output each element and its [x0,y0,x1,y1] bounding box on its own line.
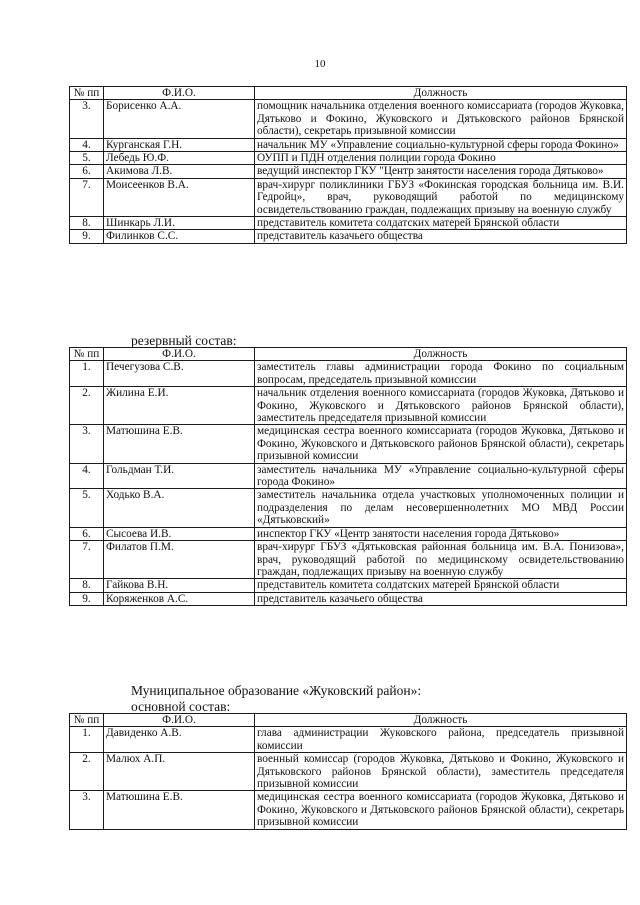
reserve-caption: резервный состав: [131,333,237,348]
row-number: 3. [70,425,104,463]
table-row [70,138,627,151]
member-position: представитель казачьего общества [255,230,627,243]
table-row [70,727,627,753]
member-name: Ходько В.А. [104,489,255,527]
row-number: 3. [70,791,104,829]
page-number: 10 [314,58,326,70]
row-number: 2. [70,387,104,425]
header-number: № пп [70,348,104,361]
header-full-name: Ф.И.О. [104,87,255,100]
table-header-row [70,348,627,361]
table-row [70,100,627,138]
member-name: Жилина Е.И. [104,387,255,425]
table-row [70,425,627,463]
row-number: 5. [70,152,104,165]
row-number: 9. [70,230,104,243]
row-number: 2. [70,753,104,791]
member-name: Акимова Л.В. [104,165,255,178]
row-number: 3. [70,100,104,138]
member-position: медицинская сестра военного комиссариата (городов Жуковка, Дятьково и Фокино, Жуковского и Дятьковского районов Брянской области), секретарь призывной комиссии [255,425,627,463]
table-row [70,579,627,592]
member-name: Шинкарь Л.И. [104,217,255,230]
zhukovsky-caption: основной состав: [131,699,231,714]
member-name: Матюшина Е.В. [104,425,255,463]
table-row [70,361,627,387]
row-number: 1. [70,727,104,753]
member-name: Филинков С.С. [104,230,255,243]
table-row [70,217,627,230]
table-row [70,489,627,527]
header-number: № пп [70,87,104,100]
member-position: медицинская сестра военного комиссариата (городов Жуковка, Дятьково и Фокино, Жуковского и Дятьковского районов Брянской области), секретарь призывной комиссии [255,791,627,829]
member-position: инспектор ГКУ «Центр занятости населения города Дятьково» [255,527,627,540]
member-position: представитель комитета солдатских матерей Брянской области [255,579,627,592]
row-number: 6. [70,527,104,540]
table-row [70,463,627,489]
table-row [70,387,627,425]
table-row [70,230,627,243]
member-name: Коряженков А.С. [104,592,255,605]
member-name: Матюшина Е.В. [104,791,255,829]
member-position: врач-хирург поликлиники ГБУЗ «Фокинская городская больница им. В.И. Гедройц», врач, руководящий работой по медицинскому освидетельствованию граждан, подлежащих призыву на военную службу [255,178,627,216]
row-number: 1. [70,361,104,387]
member-name: Малюх А.П. [104,753,255,791]
row-number: 8. [70,217,104,230]
table-header-row [70,87,627,100]
member-position: заместитель главы администрации города Фокино по социальным вопросам, председатель призывной комиссии [255,361,627,387]
zhukovsky-commission-table [69,713,627,830]
member-position: представитель комитета солдатских матерей Брянской области [255,217,627,230]
member-position: представитель казачьего общества [255,592,627,605]
table-row [70,527,627,540]
member-position: заместитель начальника отдела участковых уполномоченных полиции и подразделения по делам несовершеннолетних МО МВД России «Дятьковский» [255,489,627,527]
table-header-row [70,714,627,727]
table-row [70,178,627,216]
member-name: Гольдман Т.И. [104,463,255,489]
first-commission-table [69,86,627,244]
header-position: Должность [255,348,627,361]
row-number: 5. [70,489,104,527]
row-number: 7. [70,178,104,216]
member-position: ведущий инспектор ГКУ "Центр занятости населения города Дятьково» [255,165,627,178]
member-position: военный комиссар (городов Жуковка, Дятьково и Фокино, Жуковского и Дятьковского районов Брянской области), заместитель председателя призывной комиссии [255,753,627,791]
row-number: 8. [70,579,104,592]
member-name: Борисенко А.А. [104,100,255,138]
table-row [70,592,627,605]
member-name: Печегузова С.В. [104,361,255,387]
zhukovsky-section-title: Муниципальное образование «Жуковский район»: [131,683,422,698]
member-position: помощник начальника отделения военного комиссариата (городов Жуковка, Дятьково и Фокино, Жуковского и Дятьковского районов Брянской области), секретарь призывной комиссии [255,100,627,138]
member-name: Сысоева И.В. [104,527,255,540]
member-name: Курганская Г.Н. [104,138,255,151]
member-position: начальник МУ «Управление социально-культурной сферы города Фокино» [255,138,627,151]
table-row [70,165,627,178]
row-number: 9. [70,592,104,605]
member-position: ОУПП и ПДН отделения полиции города Фокино [255,152,627,165]
member-position: врач-хирург ГБУЗ «Дятьковская районная больница им. В.А. Понизова», врач, руководящий работой по медицинскому освидетельствованию граждан, подлежащих призыву на военную службу [255,541,627,579]
reserve-commission-table [69,347,627,606]
header-position: Должность [255,87,627,100]
row-number: 6. [70,165,104,178]
row-number: 4. [70,138,104,151]
member-name: Моисеенков В.А. [104,178,255,216]
table-row [70,541,627,579]
header-full-name: Ф.И.О. [104,714,255,727]
table-row [70,152,627,165]
header-full-name: Ф.И.О. [104,348,255,361]
header-number: № пп [70,714,104,727]
header-position: Должность [255,714,627,727]
row-number: 7. [70,541,104,579]
member-name: Филатов П.М. [104,541,255,579]
table-row [70,791,627,829]
member-name: Давиденко А.В. [104,727,255,753]
row-number: 4. [70,463,104,489]
table-row [70,753,627,791]
member-position: заместитель начальника МУ «Управление социально-культурной сферы города Фокино» [255,463,627,489]
member-name: Лебедь Ю.Ф. [104,152,255,165]
member-position: глава администрации Жуковского района, председатель призывной комиссии [255,727,627,753]
member-name: Гайкова В.Н. [104,579,255,592]
member-position: начальник отделения военного комиссариата (городов Жуковка, Дятьково и Фокино, Жуковского и Дятьковского районов Брянской области), заместитель председателя призывной комиссии [255,387,627,425]
